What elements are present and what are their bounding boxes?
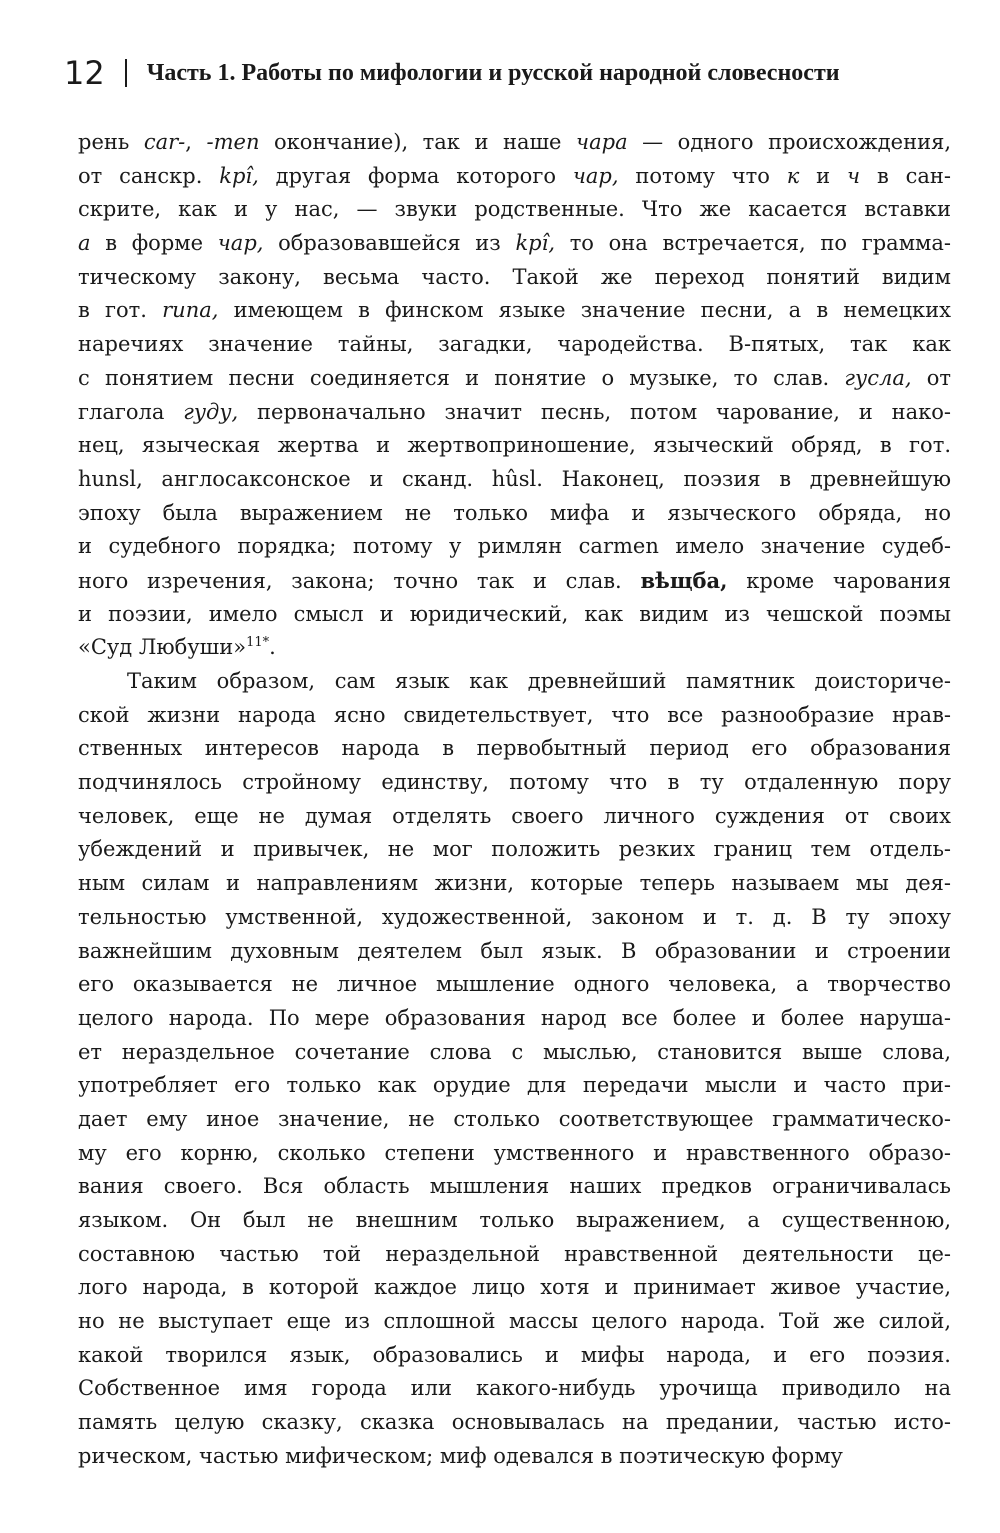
text-line	[78, 1103, 951, 1137]
text-segment: рическом, частью мифическом; миф одевался в поэтическую форму	[78, 1443, 843, 1468]
text-line	[78, 294, 951, 328]
text-line	[78, 463, 951, 497]
text-segment: потому что	[618, 163, 787, 188]
text-segment: убеждений и привычек, не мог положить резких границ тем отдель-	[78, 837, 951, 862]
text-segment: вания своего. Вся область мышления наших предков ограничивалась	[78, 1174, 951, 1199]
footnote-marker: 11*	[246, 635, 270, 651]
text-segment: человек, еще не думая отделять своего личного суждения от своих	[78, 803, 951, 828]
paragraph	[78, 665, 951, 1474]
text-line	[78, 1170, 951, 1204]
text-segment: ного изречения, закона; точно так и слав.	[78, 568, 641, 593]
text-segment: рень	[78, 130, 144, 154]
text-segment: чар,	[572, 163, 619, 188]
text-segment: гуду,	[183, 399, 239, 424]
text-line	[78, 328, 951, 362]
text-line	[78, 699, 951, 733]
text-segment: ской жизни народа ясно свидетельствует, что все разнообразие нрав-	[78, 702, 951, 727]
text-segment: Таким образом, сам язык как древнейший памятник доистoриче-	[127, 669, 951, 693]
text-segment: нец, языческая жертва и жертвоприношение, языческий обряд, в гот.	[78, 433, 951, 458]
text-segment: его оказывается не личное мышление одного человека, а творчество	[78, 972, 951, 997]
text-line	[78, 901, 951, 935]
text-line	[78, 429, 951, 463]
text-segment: runa,	[162, 298, 219, 323]
text-line	[78, 968, 951, 1002]
text-segment: от санскр.	[78, 163, 220, 188]
page-number: 12	[64, 54, 105, 92]
text-line	[78, 800, 951, 834]
text-segment: тическому закону, весьма часто. Такой же переход понятий видим	[78, 264, 951, 289]
running-head-separator	[125, 59, 127, 87]
text-segment: но не выступает еще из сплошной массы целого народа. Той же силой,	[78, 1309, 951, 1334]
text-segment: употребляет его только как орудие для передачи мысли и часто при-	[78, 1073, 951, 1098]
text-line	[78, 1372, 951, 1406]
text-segment: подчинялось стройному единству, потому что в ту отдаленную пору	[78, 770, 951, 795]
text-segment: kpî,	[515, 231, 555, 256]
text-line	[78, 1238, 951, 1272]
text-line	[78, 564, 951, 598]
text-segment: лого народа, в которой каждое лицо хотя и принимает живое участие,	[78, 1275, 951, 1300]
text-line	[78, 362, 951, 396]
text-line	[78, 193, 951, 227]
text-line	[78, 766, 951, 800]
running-head-title: Часть 1. Работы по мифологии и русской народной словесности	[146, 59, 840, 86]
text-segment: «Суд Любуши»	[78, 635, 247, 660]
text-segment: составною частью той нераздельной нравственной деятельности це-	[78, 1241, 951, 1266]
text-segment: чар,	[217, 231, 264, 256]
text-segment: Собственное имя города или какого-нибудь урочища приводило на	[78, 1376, 951, 1401]
paragraph	[78, 126, 951, 665]
text-segment: языком. Он был не внешним только выражением, а существенною,	[78, 1208, 951, 1232]
text-segment: в сан-	[860, 163, 951, 188]
text-segment: какой творился язык, образовались и мифы народа, и его поэзия.	[78, 1342, 951, 1367]
text-segment: ,	[185, 130, 207, 154]
text-line	[78, 396, 951, 430]
text-segment: глагола	[78, 399, 184, 424]
text-segment: car-	[143, 130, 186, 154]
text-segment: первоначально значит песнь, потом чарование, и нако-	[238, 399, 952, 424]
text-line	[78, 732, 951, 766]
text-segment: ч	[847, 163, 861, 188]
text-segment: ет нераздельное сочетание слова с мыслью, становится выше слова,	[78, 1039, 951, 1064]
text-line	[78, 261, 951, 295]
text-line	[78, 1271, 951, 1305]
text-line	[78, 833, 951, 867]
text-line	[78, 631, 951, 665]
text-segment: кроме чарования	[727, 568, 951, 593]
text-segment: kpî,	[219, 163, 259, 188]
text-line	[78, 935, 951, 969]
text-line	[78, 497, 951, 531]
text-segment: наречиях значение тайны, загадки, чародейства. В-пятых, так как	[78, 332, 951, 357]
text-segment: -men	[206, 130, 260, 154]
text-segment: и поэзии, имело смысл и юридический, как видим из чешской поэмы	[78, 601, 951, 626]
text-segment: ственных интересов народа в первобытный период его образования	[78, 736, 951, 761]
text-line	[78, 1137, 951, 1171]
text-line	[78, 1339, 951, 1373]
text-segment: в гот.	[78, 298, 163, 323]
running-head	[64, 50, 944, 96]
text-segment: а	[78, 231, 91, 256]
text-line	[78, 1440, 951, 1474]
text-line	[78, 1406, 951, 1440]
text-line	[78, 1204, 951, 1238]
text-segment: — одного происхождения,	[627, 130, 952, 154]
text-line	[78, 530, 951, 564]
text-segment: окончание), так и наше	[259, 130, 577, 154]
text-segment: вѣщба,	[640, 567, 728, 593]
text-segment: .	[269, 635, 276, 660]
text-segment: целого народа. По мере образования народ все более и более наруша-	[78, 1005, 951, 1030]
text-line	[78, 1069, 951, 1103]
text-segment: ным силам и направлениям жизни, которые теперь называем мы дея-	[78, 871, 951, 896]
text-segment: память целую сказку, сказка основывалась на предании, частью исто-	[78, 1410, 951, 1435]
text-segment: образовавшейся из	[263, 231, 516, 256]
text-line	[78, 665, 951, 699]
text-segment: то она встречается, по граммa-	[555, 231, 951, 256]
text-segment: и	[799, 163, 848, 188]
text-line	[78, 598, 951, 632]
text-segment: чара	[576, 130, 628, 154]
text-segment: другая форма которого	[258, 163, 573, 188]
text-segment: hunsl, англосаксонское и сканд. hûsl. Наконец, поэзия в древнейшую	[78, 466, 951, 491]
text-segment: дает ему иное значение, не столько соответствующее грамматическо-	[78, 1106, 951, 1131]
text-line	[78, 867, 951, 901]
text-line	[78, 160, 951, 194]
text-segment: и судебного порядка; потому у римлян carmen имело значение судеб-	[78, 534, 951, 559]
text-segment: к	[786, 163, 800, 188]
text-segment: от	[911, 365, 952, 390]
text-line	[78, 1036, 951, 1070]
text-segment: важнейшим духовным деятелем был язык. В образовании и строении	[78, 938, 951, 963]
text-line	[78, 1002, 951, 1036]
text-segment: тельностью умственной, художественной, законом и т. д. В ту эпоху	[78, 904, 951, 929]
body-text	[78, 126, 951, 1474]
text-line	[78, 126, 951, 160]
text-segment: гусла,	[844, 365, 912, 390]
text-line	[78, 1305, 951, 1339]
text-segment: му его корню, сколько степени умственного и нравственного образо-	[78, 1140, 951, 1165]
text-segment: имеющем в финском языке значение песни, а в немецких	[218, 298, 951, 323]
text-line	[78, 227, 951, 261]
text-segment: в форме	[90, 231, 218, 256]
text-segment: скрите, как и у нас, — звуки родственные. Что же касается вставки	[78, 197, 951, 222]
text-segment: с понятием песни соединяется и понятие о музыке, то слав.	[78, 365, 845, 390]
text-segment: эпоху была выражением не только мифа и языческого обряда, но	[78, 500, 951, 525]
